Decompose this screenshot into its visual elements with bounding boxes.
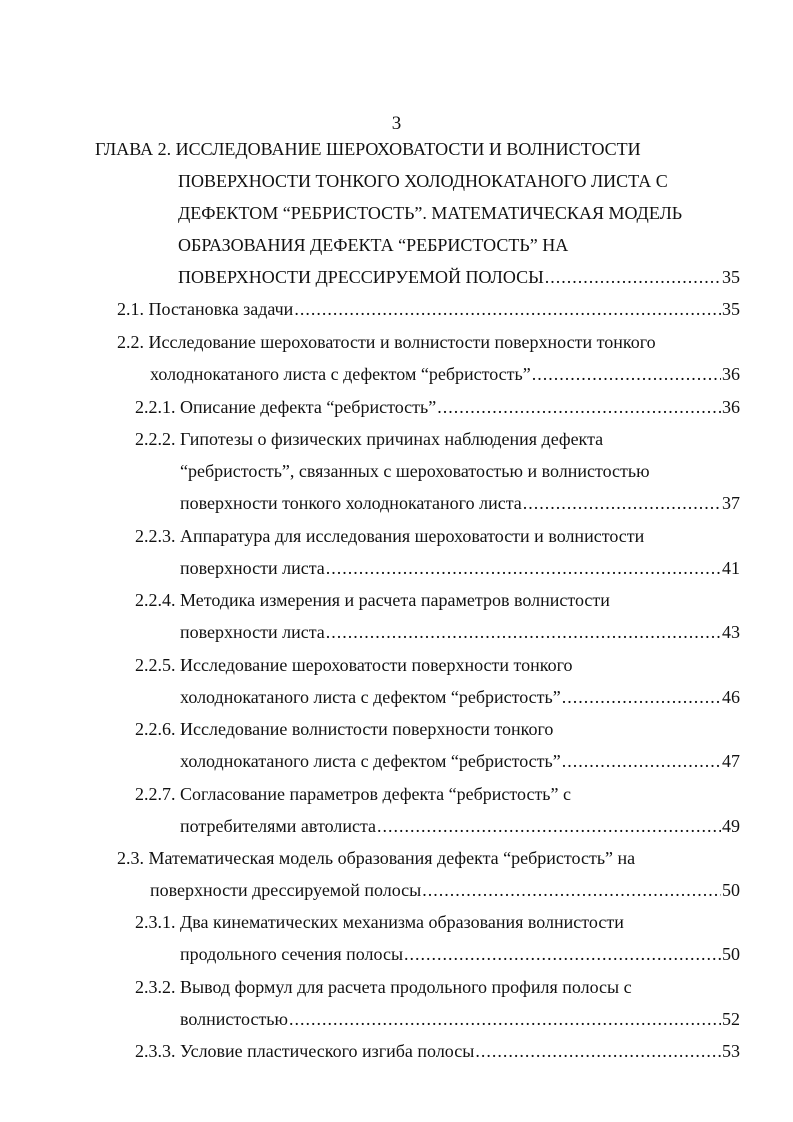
- toc-page-number: 35: [722, 267, 740, 287]
- toc-page-number: 46: [722, 687, 740, 707]
- toc-entry-text: поверхности дрессируемой полосы: [150, 880, 422, 900]
- toc-entry-text: холоднокатаного листа с дефектом “ребристость”: [180, 751, 561, 771]
- toc-leader-line: [117, 297, 740, 321]
- toc-entry-text: 2.2.3. Аппаратура для исследования шероховатости и волнистости: [135, 526, 645, 546]
- toc-page-number: 35: [722, 299, 740, 319]
- chapter-heading-line: ОБРАЗОВАНИЯ ДЕФЕКТА “РЕБРИСТОСТЬ” НА: [178, 235, 569, 255]
- chapter-heading-line: ПОВЕРХНОСТИ ДРЕССИРУЕМОЙ ПОЛОСЫ: [178, 267, 544, 287]
- chapter-heading-line: ПОВЕРХНОСТИ ТОНКОГО ХОЛОДНОКАТАНОГО ЛИСТА С: [178, 171, 668, 191]
- toc-page-number: 41: [722, 558, 740, 578]
- toc-leader-line: [180, 1007, 740, 1031]
- toc-page-number: 50: [722, 880, 740, 900]
- toc-page-number: 50: [722, 944, 740, 964]
- toc-entry-text: поверхности тонкого холоднокатаного листа: [180, 493, 522, 513]
- toc-entry-text: 2.2.1. Описание дефекта “ребристость”: [135, 397, 437, 417]
- dot-leader: [294, 297, 721, 321]
- dot-leader: [562, 749, 721, 773]
- toc-page-number: 53: [722, 1041, 740, 1061]
- toc-leader-line: [180, 556, 740, 580]
- toc-entry-text: продольного сечения полосы: [180, 944, 404, 964]
- dot-leader: [475, 1039, 721, 1063]
- dot-leader: [289, 1007, 721, 1031]
- toc-entry-text: 2.2.6. Исследование волнистости поверхности тонкого: [135, 719, 554, 739]
- toc-entry-text: холоднокатаного листа с дефектом “ребристость”: [150, 364, 531, 384]
- toc-leader-line: [135, 1039, 740, 1063]
- toc-entry-text: потребителями автолиста: [180, 816, 377, 836]
- dot-leader: [545, 265, 721, 289]
- toc-leader-line: [180, 491, 740, 515]
- toc-page-number: 52: [722, 1009, 740, 1029]
- toc-entry-text: холоднокатаного листа с дефектом “ребристость”: [180, 687, 561, 707]
- toc-entry-text: поверхности листа: [180, 622, 325, 642]
- toc-entry-text: 2.2.5. Исследование шероховатости поверхности тонкого: [135, 655, 573, 675]
- dot-leader: [326, 620, 721, 644]
- toc-leader-line: [180, 814, 740, 838]
- toc-page-number: 49: [722, 816, 740, 836]
- chapter-heading-line: ГЛАВА 2. ИССЛЕДОВАНИЕ ШЕРОХОВАТОСТИ И ВОЛНИСТОСТИ: [95, 139, 641, 159]
- dot-leader: [404, 942, 721, 966]
- toc-leader-line: [135, 395, 740, 419]
- toc-entry-text: 2.3. Математическая модель образования дефекта “ребристость” на: [117, 848, 636, 868]
- toc-entry-text: волнистостью: [180, 1009, 288, 1029]
- toc-entry-text: “ребристость”, связанных с шероховатостью и волнистостью: [180, 461, 650, 481]
- toc-entry-text: 2.3.1. Два кинематических механизма образования волнистости: [135, 912, 624, 932]
- toc-entry-text: 2.2.7. Согласование параметров дефекта “ребристость” с: [135, 784, 571, 804]
- toc-leader-line: [180, 749, 740, 773]
- toc-page-number: 47: [722, 751, 740, 771]
- toc-entry-text: 2.2.4. Методика измерения и расчета параметров волнистости: [135, 590, 610, 610]
- toc-page-number: 43: [722, 622, 740, 642]
- toc-entry-text: 2.3.2. Вывод формул для расчета продольного профиля полосы с: [135, 977, 632, 997]
- toc-entry-text: 2.2.2. Гипотезы о физических причинах наблюдения дефекта: [135, 429, 604, 449]
- dot-leader: [562, 685, 721, 709]
- toc-entry-text: 2.3.3. Условие пластического изгиба полосы: [135, 1041, 475, 1061]
- toc-leader-line: [150, 878, 740, 902]
- dot-leader: [326, 556, 721, 580]
- toc-page-number: 37: [722, 493, 740, 513]
- chapter-heading-line: ДЕФЕКТОМ “РЕБРИСТОСТЬ”. МАТЕМАТИЧЕСКАЯ МОДЕЛЬ: [178, 203, 683, 223]
- dot-leader: [437, 395, 721, 419]
- toc-leader-line: [180, 620, 740, 644]
- toc-entry-text: 2.2. Исследование шероховатости и волнистости поверхности тонкого: [117, 332, 656, 352]
- toc-leader-line: [150, 362, 740, 386]
- toc-leader-line: [180, 685, 740, 709]
- toc-leader-line: [180, 942, 740, 966]
- page-number: 3: [391, 113, 402, 134]
- dot-leader: [532, 362, 721, 386]
- dot-leader: [422, 878, 721, 902]
- toc-page-number: 36: [722, 397, 740, 417]
- dot-leader: [523, 491, 721, 515]
- toc-entry-text: 2.1. Постановка задачи: [117, 299, 294, 319]
- toc-leader-line: [178, 265, 740, 289]
- toc-entry-text: поверхности листа: [180, 558, 325, 578]
- toc-page-number: 36: [722, 364, 740, 384]
- dot-leader: [377, 814, 721, 838]
